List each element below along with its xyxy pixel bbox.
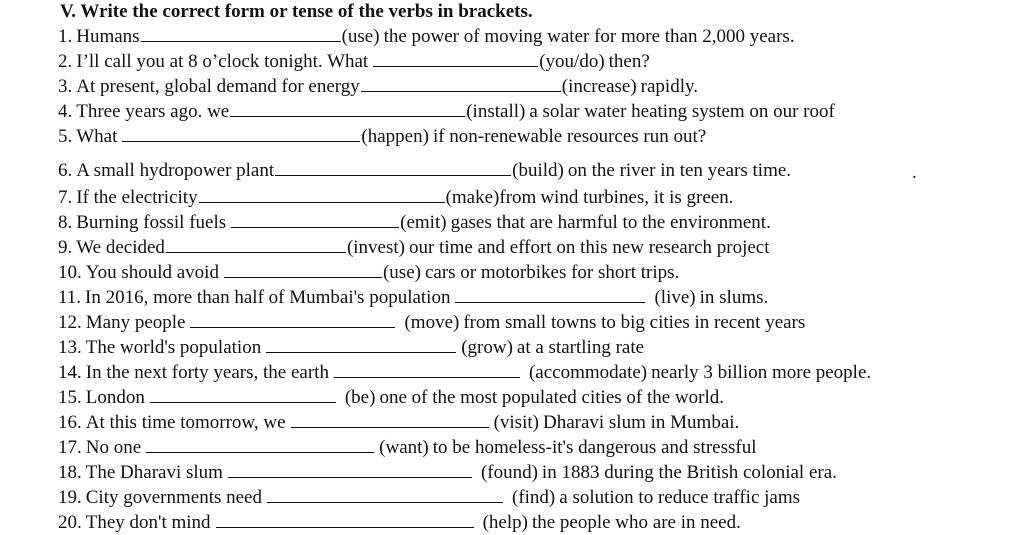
- item-text-after: rapidly.: [640, 76, 698, 97]
- exercise-item: [58, 98, 835, 122]
- item-text-after: gases that are harmful to the environment.: [450, 212, 771, 233]
- answer-blank[interactable]: [150, 384, 336, 403]
- exercise-item: [58, 309, 805, 333]
- item-verb-hint: (visit): [493, 412, 539, 433]
- item-text-before: No one: [85, 437, 142, 458]
- item-verb-hint: (be): [344, 387, 376, 408]
- item-text-before: They don't mind: [85, 512, 211, 533]
- item-verb-hint: (live): [654, 287, 696, 308]
- answer-blank[interactable]: [455, 284, 645, 303]
- answer-blank[interactable]: [190, 309, 395, 328]
- item-text-after: our time and effort on this new research project: [408, 237, 770, 258]
- answer-blank[interactable]: [141, 23, 341, 42]
- item-text-before: Burning fossil fuels: [76, 212, 227, 233]
- item-number: 8.: [58, 212, 73, 233]
- exercise-item: [58, 209, 771, 233]
- item-number: 2.: [58, 51, 73, 72]
- item-text-after: on the river in ten years time.: [567, 160, 792, 181]
- item-text-before: City governments need: [85, 487, 262, 508]
- item-text-before: We decided: [76, 237, 165, 258]
- item-text-after: then?: [608, 51, 650, 72]
- exercise-item: [58, 23, 795, 47]
- item-number: 3.: [58, 76, 73, 97]
- item-number: 9.: [58, 237, 73, 258]
- item-number: 18.: [58, 462, 82, 483]
- item-text-before: At this time tomorrow, we: [85, 412, 286, 433]
- item-text-after: wind turbines, it is green.: [540, 187, 734, 208]
- item-verb-hint: (happen): [361, 126, 429, 147]
- item-number: 7.: [58, 187, 73, 208]
- item-text-after: Dharavi slum in Mumbai.: [542, 412, 740, 433]
- item-verb-hint: (found): [480, 462, 538, 483]
- answer-blank[interactable]: [361, 73, 561, 92]
- item-verb-hint: (make)from: [445, 187, 537, 208]
- item-text-after: in slums.: [699, 287, 769, 308]
- item-text-before: In the next forty years, the earth: [85, 362, 329, 383]
- answer-blank[interactable]: [216, 509, 474, 528]
- item-text-before: At present, global demand for energy: [76, 76, 360, 97]
- item-text-after: the people who are in need.: [531, 512, 741, 533]
- item-text-before: If the electricity: [76, 187, 198, 208]
- item-number: 14.: [58, 362, 82, 383]
- answer-blank[interactable]: [373, 48, 538, 67]
- item-verb-hint: (find): [512, 487, 556, 508]
- answer-blank[interactable]: [231, 209, 399, 228]
- item-verb-hint: (you/do): [539, 51, 605, 72]
- item-text-after: from small towns to big cities in recent years: [463, 312, 806, 333]
- answer-blank[interactable]: [224, 259, 382, 278]
- item-number: 5.: [58, 126, 73, 147]
- item-verb-hint: (use): [341, 26, 380, 47]
- item-text-before: London: [85, 387, 145, 408]
- item-text-after: the power of moving water for more than 2,000 years.: [383, 26, 795, 47]
- exercise-item: [58, 334, 644, 358]
- item-text-before: Three years ago. we: [76, 101, 230, 122]
- answer-blank[interactable]: [334, 359, 520, 378]
- exercise-item: [58, 409, 739, 433]
- item-verb-hint: (accommodate): [528, 362, 648, 383]
- exercise-item: [58, 484, 800, 508]
- item-verb-hint: (install): [466, 101, 526, 122]
- exercise-item: [58, 459, 837, 483]
- exercise-item: [58, 123, 706, 147]
- item-text-after: nearly 3 billion more people.: [651, 362, 872, 383]
- item-number: 1.: [58, 26, 73, 47]
- item-text-before: The Dharavi slum: [85, 462, 223, 483]
- item-text-before: What: [76, 126, 118, 147]
- item-verb-hint: (want): [379, 437, 429, 458]
- item-verb-hint: (move): [404, 312, 460, 333]
- item-number: 13.: [58, 337, 82, 358]
- exercise-item: [58, 434, 756, 458]
- item-number: 10.: [58, 262, 82, 283]
- exercise-item: [58, 384, 724, 408]
- item-text-after: to be homeless-it's dangerous and stressful: [432, 437, 757, 458]
- item-text-after: one of the most populated cities of the world.: [379, 387, 725, 408]
- item-verb-hint: (use): [382, 262, 421, 283]
- item-number: 16.: [58, 412, 82, 433]
- item-number: 11.: [58, 287, 82, 308]
- item-text-before: The world's population: [85, 337, 262, 358]
- answer-blank[interactable]: [166, 234, 346, 253]
- item-number: 20.: [58, 512, 82, 533]
- exercise-item: [58, 48, 650, 72]
- answer-blank[interactable]: [275, 157, 511, 176]
- exercise-item: [58, 184, 733, 208]
- item-verb-hint: (build): [512, 160, 564, 181]
- answer-blank[interactable]: [228, 459, 472, 478]
- item-number: 19.: [58, 487, 82, 508]
- item-text-after: cars or motorbikes for short trips.: [424, 262, 680, 283]
- item-number: 17.: [58, 437, 82, 458]
- exercise-item: [58, 73, 698, 97]
- item-text-after: at a startling rate: [516, 337, 645, 358]
- item-text-before: I’ll call you at 8 o’clock tonight. What: [76, 51, 369, 72]
- exercise-item: [58, 359, 871, 383]
- item-text-after: in 1883 during the British colonial era.: [541, 462, 837, 483]
- item-text-after: a solution to reduce traffic jams: [559, 487, 801, 508]
- exercise-item: [58, 509, 741, 533]
- stray-dot: .: [912, 162, 917, 183]
- item-verb-hint: (invest): [346, 237, 405, 258]
- item-text-before: Many people: [85, 312, 186, 333]
- item-number: 15.: [58, 387, 82, 408]
- exercise-item: [58, 157, 791, 181]
- item-text-before: In 2016, more than half of Mumbai's population: [85, 287, 451, 308]
- exercise-item: [58, 234, 770, 258]
- item-text-after: if non-renewable resources run out?: [432, 126, 707, 147]
- answer-blank[interactable]: [291, 409, 489, 428]
- item-verb-hint: (help): [482, 512, 528, 533]
- answer-blank[interactable]: [266, 334, 456, 353]
- answer-blank[interactable]: [199, 184, 445, 203]
- answer-blank[interactable]: [267, 484, 503, 503]
- item-verb-hint: (increase): [561, 76, 637, 97]
- item-number: 6.: [58, 160, 73, 181]
- item-text-after: a solar water heating system on our roof: [529, 101, 835, 122]
- exercise-item: [58, 259, 679, 283]
- item-text-before: Humans: [76, 26, 140, 47]
- answer-blank[interactable]: [146, 434, 374, 453]
- answer-blank[interactable]: [122, 123, 360, 142]
- item-verb-hint: (grow): [461, 337, 513, 358]
- item-verb-hint: (emit): [400, 212, 447, 233]
- exercise-title: V. Write the correct form or tense of the verbs in brackets.: [60, 1, 533, 22]
- item-text-before: A small hydropower plant: [76, 160, 275, 181]
- answer-blank[interactable]: [230, 98, 465, 117]
- exercise-item: [58, 284, 768, 308]
- item-number: 4.: [58, 101, 73, 122]
- item-text-before: You should avoid: [85, 262, 219, 283]
- item-number: 12.: [58, 312, 82, 333]
